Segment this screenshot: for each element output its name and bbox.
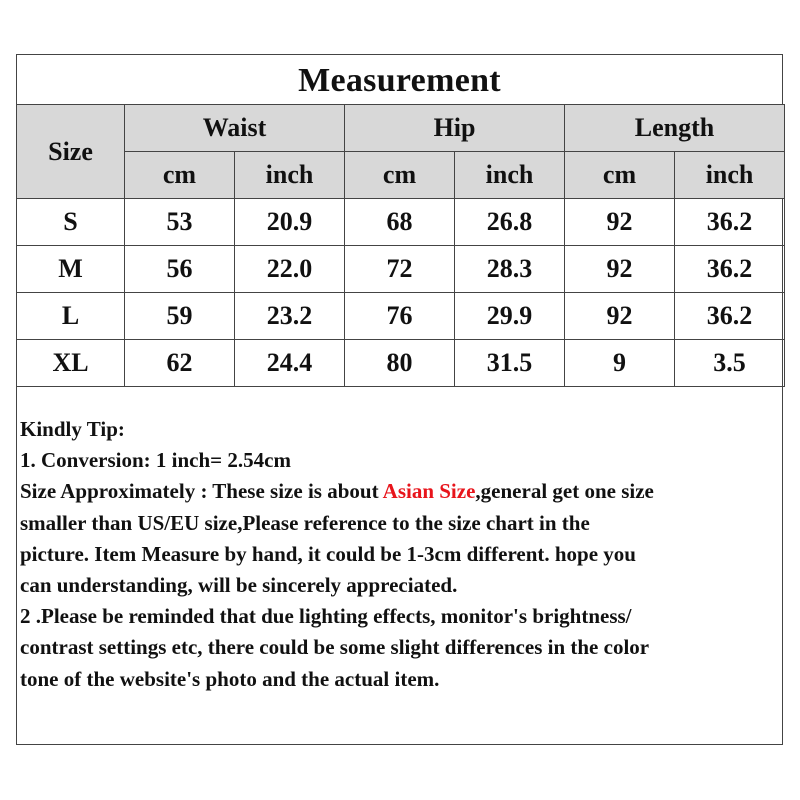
length-header: Length (565, 105, 785, 152)
unit-header: cm (125, 152, 235, 199)
tips-line (20, 476, 780, 507)
table-cell: 3.5 (675, 340, 785, 387)
tips-line: 1. Conversion: 1 inch= 2.54cm (20, 448, 291, 473)
table-row (17, 340, 785, 387)
table-cell: 23.2 (235, 293, 345, 340)
table-cell: 28.3 (455, 246, 565, 293)
tips-heading: Kindly Tip: (20, 417, 125, 441)
table-cell: 22.0 (235, 246, 345, 293)
tips-text: ,general get one size (475, 479, 654, 504)
table-cell: 9 (565, 340, 675, 387)
unit-header: inch (235, 152, 345, 199)
unit-header: inch (675, 152, 785, 199)
table-cell: 36.2 (675, 246, 785, 293)
size-cell: S (17, 199, 125, 246)
table-cell: 26.8 (455, 199, 565, 246)
table-cell: 92 (565, 293, 675, 340)
size-chart-table (16, 104, 785, 387)
unit-header: cm (345, 152, 455, 199)
table-cell: 24.4 (235, 340, 345, 387)
table-cell: 29.9 (455, 293, 565, 340)
waist-header: Waist (125, 105, 345, 152)
size-header: Size (17, 105, 125, 199)
table-cell: 36.2 (675, 199, 785, 246)
table-row (17, 293, 785, 340)
tips-line: contrast settings etc, there could be some slight differences in the color (20, 635, 650, 660)
unit-header: inch (455, 152, 565, 199)
tips-line: smaller than US/EU size,Please reference to the size chart in the (20, 510, 590, 535)
table-row (17, 246, 785, 293)
tips-line: tone of the website's photo and the actual item. (20, 666, 440, 691)
table-cell: 62 (125, 340, 235, 387)
table-cell: 56 (125, 246, 235, 293)
size-cell: XL (17, 340, 125, 387)
size-cell: M (17, 246, 125, 293)
table-cell: 20.9 (235, 199, 345, 246)
size-cell: L (17, 293, 125, 340)
unit-header: cm (565, 152, 675, 199)
tips-section (20, 414, 780, 695)
table-cell: 92 (565, 199, 675, 246)
table-cell: 59 (125, 293, 235, 340)
page-title: Measurement (298, 62, 501, 99)
table-cell: 68 (345, 199, 455, 246)
table-cell: 92 (565, 246, 675, 293)
table-cell: 80 (345, 340, 455, 387)
table-cell: 76 (345, 293, 455, 340)
tips-line: can understanding, will be sincerely appreciated. (20, 573, 458, 598)
table-cell: 72 (345, 246, 455, 293)
table-row (17, 199, 785, 246)
tips-line: picture. Item Measure by hand, it could be 1-3cm different. hope you (20, 541, 636, 566)
asian-size-highlight: Asian Size (382, 479, 476, 504)
table-cell: 36.2 (675, 293, 785, 340)
tips-text: Size Approximately : These size is about (20, 479, 383, 504)
table-cell: 31.5 (455, 340, 565, 387)
tips-line: 2 .Please be reminded that due lighting effects, monitor's brightness/ (20, 604, 632, 629)
hip-header: Hip (345, 105, 565, 152)
table-cell: 53 (125, 199, 235, 246)
